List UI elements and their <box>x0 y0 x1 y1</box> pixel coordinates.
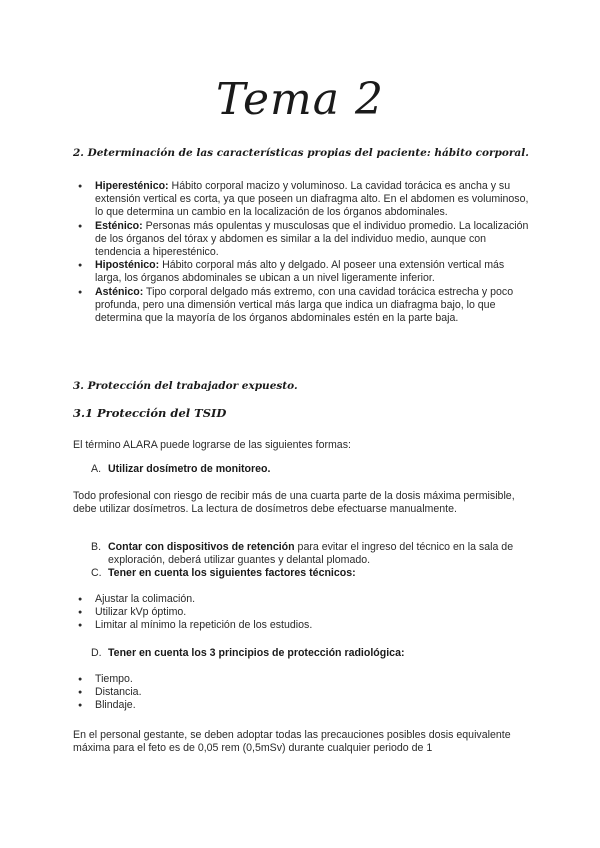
list-item <box>73 180 533 220</box>
item-a-block <box>73 463 533 476</box>
item-label: Utilizar dosímetro de monitoreo. <box>108 463 271 475</box>
term-label: Esténico: <box>95 219 143 232</box>
dosimeter-paragraph <box>73 490 533 516</box>
list-marker: D. <box>91 647 102 659</box>
paragraph: El término ALARA puede lograrse de las siguientes formas: <box>73 439 351 451</box>
subsection-heading-tsid: 3.1 Protección del TSID <box>73 406 227 420</box>
list-item: ● Utilizar kVp óptimo. <box>73 606 533 619</box>
technical-factors-block <box>73 593 533 633</box>
item-text: para evitar el ingreso del técnico en la sala de exploración, deberá utilizar guantes y delantal plomado. <box>108 541 514 567</box>
principles-list <box>73 673 533 713</box>
term-description: Personas más opulentas y musculosas que el individuo promedio. La localización de los órganos del tórax y abdomen es similar a la del individuo medio, aunque con tendencia a hiperesténico. <box>95 219 529 259</box>
page-title: Tema 2 <box>216 74 384 125</box>
list-marker: C. <box>91 567 102 580</box>
item-d-block <box>73 647 533 660</box>
list-item: ● Ajustar la colimación. <box>73 593 533 606</box>
section-heading-worker-protection: 3. Protección del trabajador expuesto. <box>73 380 298 392</box>
items-b-c-block <box>73 541 533 581</box>
list-item: ● Blindaje. <box>73 699 533 712</box>
technical-factors-list <box>73 593 533 633</box>
closing-paragraph <box>73 729 533 755</box>
list-item <box>73 567 533 580</box>
term-description: Hábito corporal más alto y delgado. Al poseer una extensión vertical más larga, los órganos abdominales se ubican a un nivel ligeramente inferior. <box>95 259 505 285</box>
section-heading-body-habitus: 2. Determinación de las características propias del paciente: hábito corporal. <box>73 147 529 159</box>
term-description: Tipo corporal delgado más extremo, con una cavidad torácica estrecha y poco profunda, pero una dimensión vertical más larga que indica un diafragma bajo, lo que determina que la mayoría de los órganos abdominales estén en la parte baja. <box>95 285 514 325</box>
body-habitus-list <box>73 180 533 325</box>
paragraph: En el personal gestante, se deben adoptar todas las precauciones posibles dosis equivalente máxima para el feto es de 0,05 rem (0,5mSv) durante cualquier periodo de 1 <box>73 729 511 755</box>
item-label: Tener en cuenta los 3 principios de protección radiológica: <box>108 647 405 659</box>
term-description: Hábito corporal macizo y voluminoso. La cavidad torácica es ancha y su extensión vertical es corta, ya que poseen un diafragma alto. En el abdomen es voluminoso, lo que determina un cambio en la localización de los órganos abdominales. <box>95 180 529 219</box>
list-item <box>73 259 533 285</box>
alpha-list <box>73 647 533 660</box>
term-label: Hiposténico: <box>95 259 160 272</box>
list-item: ● Distancia. <box>73 686 533 699</box>
body-habitus-list-block <box>73 180 533 325</box>
list-item <box>73 463 533 476</box>
list-marker: B. <box>91 541 102 553</box>
list-item: ● Limitar al mínimo la repetición de los estudios. <box>73 619 533 632</box>
list-item <box>73 286 533 326</box>
list-item <box>73 220 533 260</box>
paragraph: Todo profesional con riesgo de recibir más de una cuarta parte de la dosis máxima permisible, debe utilizar dosímetros. La lectura de dosímetros debe efectuarse manualmente. <box>73 490 515 516</box>
item-label: Contar con dispositivos de retención <box>108 541 295 553</box>
list-item <box>73 647 533 660</box>
principles-block <box>73 673 533 713</box>
term-label: Asténico: <box>95 285 144 298</box>
item-label: Tener en cuenta los siguientes factores técnicos: <box>108 567 356 580</box>
alpha-list <box>73 541 533 581</box>
alpha-list <box>73 463 533 476</box>
alara-intro <box>73 439 533 452</box>
term-label: Hiperesténico: <box>95 180 169 192</box>
list-item: ● Tiempo. <box>73 673 533 686</box>
list-marker: A. <box>91 463 102 475</box>
list-item <box>73 541 533 567</box>
